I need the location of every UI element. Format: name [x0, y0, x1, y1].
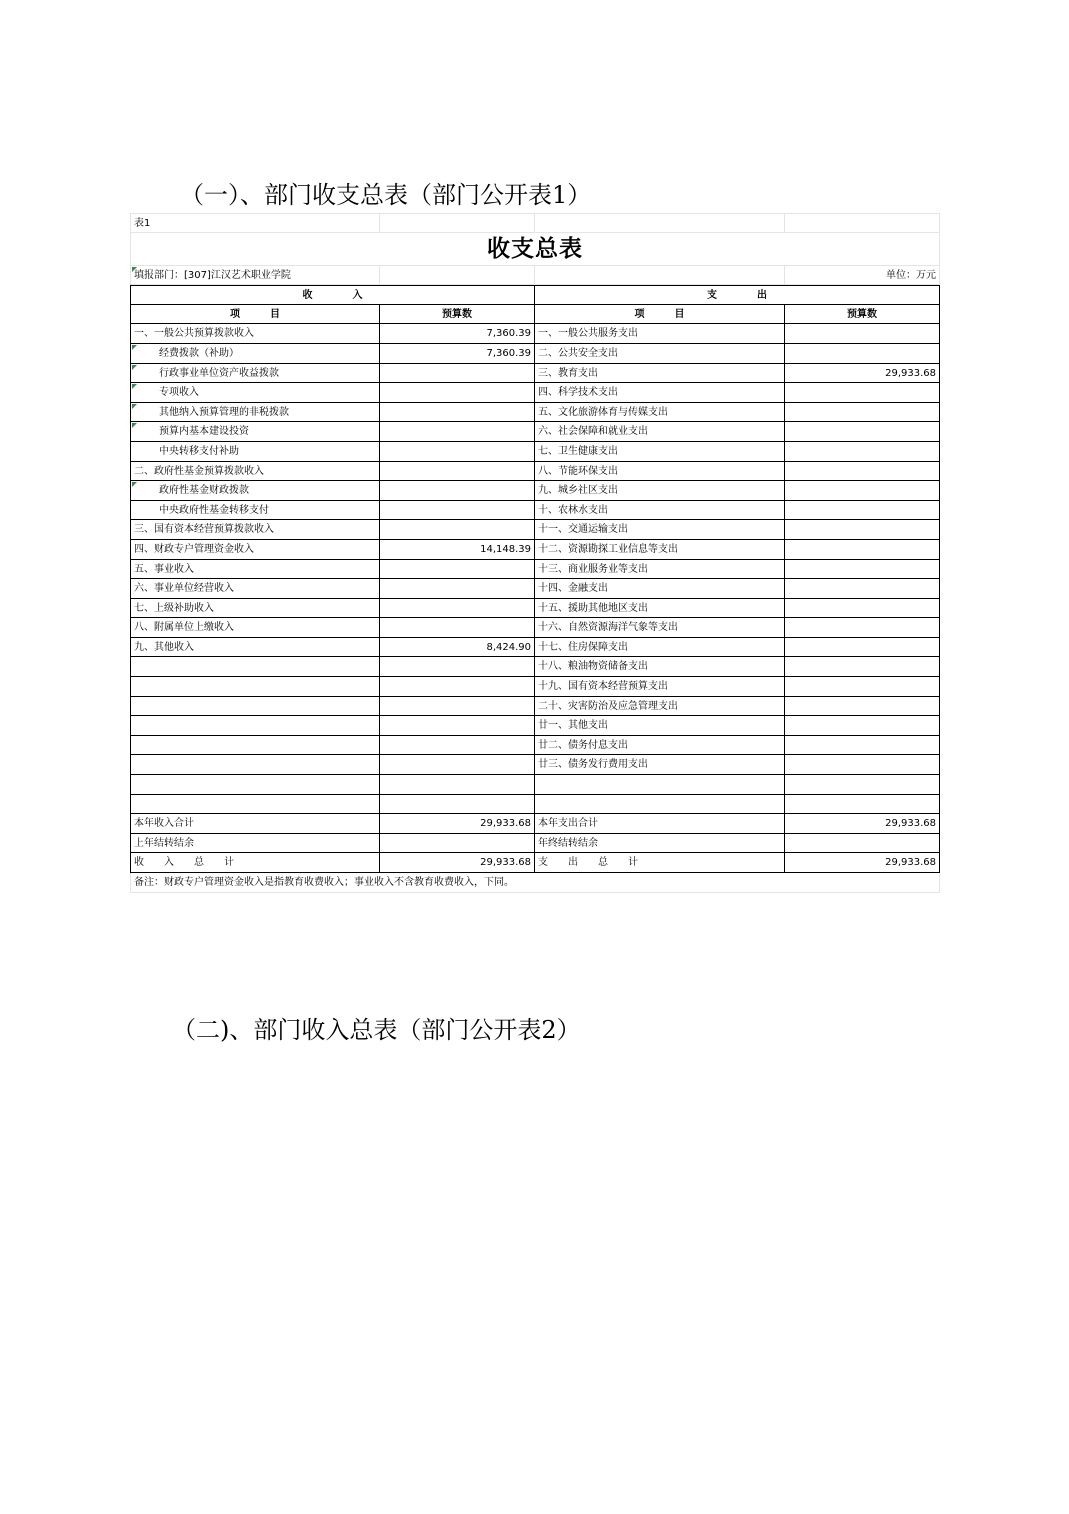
- income-item-cell: 四、财政专户管理资金收入: [130, 540, 380, 560]
- income-item-cell: 经费拨款（补助）: [130, 344, 380, 364]
- expense-budget-header: 预算数: [785, 305, 940, 325]
- income-item-cell: 专项收入: [130, 383, 380, 403]
- income-budget-cell: [380, 618, 535, 638]
- expense-item-cell: 十、农林水支出: [535, 501, 785, 521]
- income-budget-cell: [380, 795, 535, 815]
- table-row: [130, 599, 940, 619]
- expense-item-cell: 二十、灾害防治及应急管理支出: [535, 697, 785, 717]
- table-body: [130, 324, 940, 873]
- income-item-cell: 上年结转结余: [130, 834, 380, 854]
- income-item-cell: 其他纳入预算管理的非税拨款: [130, 403, 380, 423]
- income-budget-cell: [380, 462, 535, 482]
- income-item-cell: [130, 657, 380, 677]
- table-row: [130, 403, 940, 423]
- income-item-cell: 中央转移支付补助: [130, 442, 380, 462]
- table-row: [130, 383, 940, 403]
- expense-budget-cell: [785, 442, 940, 462]
- expense-budget-cell: [785, 775, 940, 795]
- table-row: [130, 755, 940, 775]
- column-header-row: [130, 305, 940, 325]
- expense-budget-cell: 29,933.68: [785, 364, 940, 384]
- table-row: [130, 579, 940, 599]
- expense-budget-cell: [785, 755, 940, 775]
- income-item-cell: 三、国有资本经营预算拨款收入: [130, 520, 380, 540]
- income-item-cell: 收 入 总 计: [130, 853, 380, 873]
- expense-budget-cell: [785, 560, 940, 580]
- expense-item-cell: 年终结转结余: [535, 834, 785, 854]
- income-item-cell: [130, 755, 380, 775]
- expense-item-cell: [535, 795, 785, 815]
- income-budget-cell: [380, 403, 535, 423]
- expense-item-cell: 支 出 总 计: [535, 853, 785, 873]
- expense-item-cell: 本年支出合计: [535, 814, 785, 834]
- expense-budget-cell: [785, 344, 940, 364]
- table-row: [130, 697, 940, 717]
- income-item-cell: 行政事业单位资产收益拨款: [130, 364, 380, 384]
- table-row: [130, 834, 940, 854]
- section-header-row: [130, 285, 940, 305]
- expense-budget-cell: [785, 795, 940, 815]
- expense-budget-cell: [785, 324, 940, 344]
- income-expense-summary-table: [130, 213, 940, 893]
- table-row: [130, 501, 940, 521]
- section-heading-1: （一）、部门收支总表（部门公开表1）: [180, 181, 592, 209]
- table-title: 收支总表: [487, 235, 583, 262]
- income-budget-cell: [380, 442, 535, 462]
- income-budget-cell: [380, 697, 535, 717]
- expense-item-cell: [535, 775, 785, 795]
- expense-item-cell: 三、教育支出: [535, 364, 785, 384]
- table-row: [130, 853, 940, 873]
- expense-budget-cell: 29,933.68: [785, 814, 940, 834]
- income-item-cell: 七、上级补助收入: [130, 599, 380, 619]
- income-item-cell: 预算内基本建设投资: [130, 422, 380, 442]
- income-item-cell: 八、附属单位上缴收入: [130, 618, 380, 638]
- table-row: [130, 814, 940, 834]
- table-title-row: [130, 233, 940, 266]
- unit-label: 单位：万元: [785, 266, 940, 286]
- income-budget-cell: [380, 677, 535, 697]
- expense-item-cell: 廿一、其他支出: [535, 716, 785, 736]
- table-row: [130, 462, 940, 482]
- expense-budget-cell: [785, 638, 940, 658]
- expense-item-cell: 十九、国有资本经营预算支出: [535, 677, 785, 697]
- income-budget-cell: [380, 501, 535, 521]
- expense-item-cell: 十五、援助其他地区支出: [535, 599, 785, 619]
- income-budget-cell: [380, 560, 535, 580]
- expense-item-cell: 廿二、债务付息支出: [535, 736, 785, 756]
- expense-budget-cell: [785, 481, 940, 501]
- sheet-label-row: [130, 213, 940, 233]
- income-item-cell: [130, 697, 380, 717]
- expense-item-cell: 十一、交通运输支出: [535, 520, 785, 540]
- expense-item-cell: 廿三、债务发行费用支出: [535, 755, 785, 775]
- expense-budget-cell: [785, 716, 940, 736]
- income-item-cell: 六、事业单位经营收入: [130, 579, 380, 599]
- income-item-header: 项 目: [130, 305, 380, 325]
- income-item-cell: [130, 775, 380, 795]
- department-label: 填报部门：[307]江汉艺术职业学院: [130, 266, 380, 286]
- expense-budget-cell: [785, 618, 940, 638]
- expense-budget-cell: [785, 383, 940, 403]
- expense-item-cell: 一、一般公共服务支出: [535, 324, 785, 344]
- income-budget-cell: [380, 364, 535, 384]
- expense-budget-cell: [785, 657, 940, 677]
- table-note: 备注：财政专户管理资金收入是指教育收费收入；事业收入不含教育收费收入，下同。: [130, 873, 940, 893]
- income-budget-cell: 14,148.39: [380, 540, 535, 560]
- table-row: [130, 638, 940, 658]
- income-item-cell: 一、一般公共预算拨款收入: [130, 324, 380, 344]
- income-item-cell: 二、政府性基金预算拨款收入: [130, 462, 380, 482]
- income-item-cell: [130, 677, 380, 697]
- expense-budget-cell: 29,933.68: [785, 853, 940, 873]
- income-item-cell: [130, 795, 380, 815]
- department-row: [130, 266, 940, 286]
- income-budget-cell: [380, 736, 535, 756]
- income-budget-cell: [380, 422, 535, 442]
- expense-budget-cell: [785, 501, 940, 521]
- table-row: [130, 364, 940, 384]
- income-budget-cell: 29,933.68: [380, 814, 535, 834]
- expense-item-cell: 十四、金融支出: [535, 579, 785, 599]
- table-row: [130, 481, 940, 501]
- income-budget-cell: [380, 579, 535, 599]
- expense-header: 支 出: [535, 285, 940, 305]
- expense-budget-cell: [785, 697, 940, 717]
- income-item-cell: 中央政府性基金转移支付: [130, 501, 380, 521]
- table-row: [130, 540, 940, 560]
- table-row: [130, 520, 940, 540]
- income-budget-cell: [380, 520, 535, 540]
- income-item-cell: 五、事业收入: [130, 560, 380, 580]
- table-row: [130, 775, 940, 795]
- expense-budget-cell: [785, 736, 940, 756]
- income-budget-cell: [380, 383, 535, 403]
- table-row: [130, 657, 940, 677]
- expense-budget-cell: [785, 540, 940, 560]
- expense-item-cell: 八、节能环保支出: [535, 462, 785, 482]
- expense-item-cell: 二、公共安全支出: [535, 344, 785, 364]
- expense-item-cell: 十二、资源勘探工业信息等支出: [535, 540, 785, 560]
- table-row: [130, 716, 940, 736]
- income-budget-header: 预算数: [380, 305, 535, 325]
- table-row: [130, 324, 940, 344]
- income-budget-cell: [380, 775, 535, 795]
- expense-item-header: 项 目: [535, 305, 785, 325]
- expense-budget-cell: [785, 520, 940, 540]
- expense-budget-cell: [785, 834, 940, 854]
- income-budget-cell: [380, 716, 535, 736]
- expense-budget-cell: [785, 462, 940, 482]
- income-budget-cell: [380, 834, 535, 854]
- table-row: [130, 560, 940, 580]
- income-item-cell: 政府性基金财政拨款: [130, 481, 380, 501]
- expense-item-cell: 五、文化旅游体育与传媒支出: [535, 403, 785, 423]
- expense-item-cell: 六、社会保障和就业支出: [535, 422, 785, 442]
- income-budget-cell: [380, 657, 535, 677]
- table-number: 表1: [130, 213, 380, 233]
- expense-budget-cell: [785, 677, 940, 697]
- table-row: [130, 422, 940, 442]
- expense-item-cell: 十七、住房保障支出: [535, 638, 785, 658]
- income-item-cell: 九、其他收入: [130, 638, 380, 658]
- income-item-cell: [130, 736, 380, 756]
- table-row: [130, 677, 940, 697]
- income-budget-cell: [380, 755, 535, 775]
- income-item-cell: [130, 716, 380, 736]
- expense-item-cell: 十八、粮油物资储备支出: [535, 657, 785, 677]
- note-row: [130, 873, 940, 893]
- income-budget-cell: 7,360.39: [380, 344, 535, 364]
- income-budget-cell: 29,933.68: [380, 853, 535, 873]
- section-heading-2: （二)、部门收入总表（部门公开表2）: [172, 1016, 581, 1044]
- expense-budget-cell: [785, 422, 940, 442]
- table-row: [130, 344, 940, 364]
- income-header: 收 入: [130, 285, 535, 305]
- expense-item-cell: 四、科学技术支出: [535, 383, 785, 403]
- expense-budget-cell: [785, 403, 940, 423]
- expense-item-cell: 十三、商业服务业等支出: [535, 560, 785, 580]
- expense-item-cell: 九、城乡社区支出: [535, 481, 785, 501]
- expense-item-cell: 七、卫生健康支出: [535, 442, 785, 462]
- expense-budget-cell: [785, 599, 940, 619]
- income-budget-cell: 7,360.39: [380, 324, 535, 344]
- expense-budget-cell: [785, 579, 940, 599]
- income-budget-cell: [380, 599, 535, 619]
- income-budget-cell: 8,424.90: [380, 638, 535, 658]
- table-row: [130, 736, 940, 756]
- table-row: [130, 442, 940, 462]
- income-item-cell: 本年收入合计: [130, 814, 380, 834]
- table-row: [130, 795, 940, 815]
- table-row: [130, 618, 940, 638]
- income-budget-cell: [380, 481, 535, 501]
- expense-item-cell: 十六、自然资源海洋气象等支出: [535, 618, 785, 638]
